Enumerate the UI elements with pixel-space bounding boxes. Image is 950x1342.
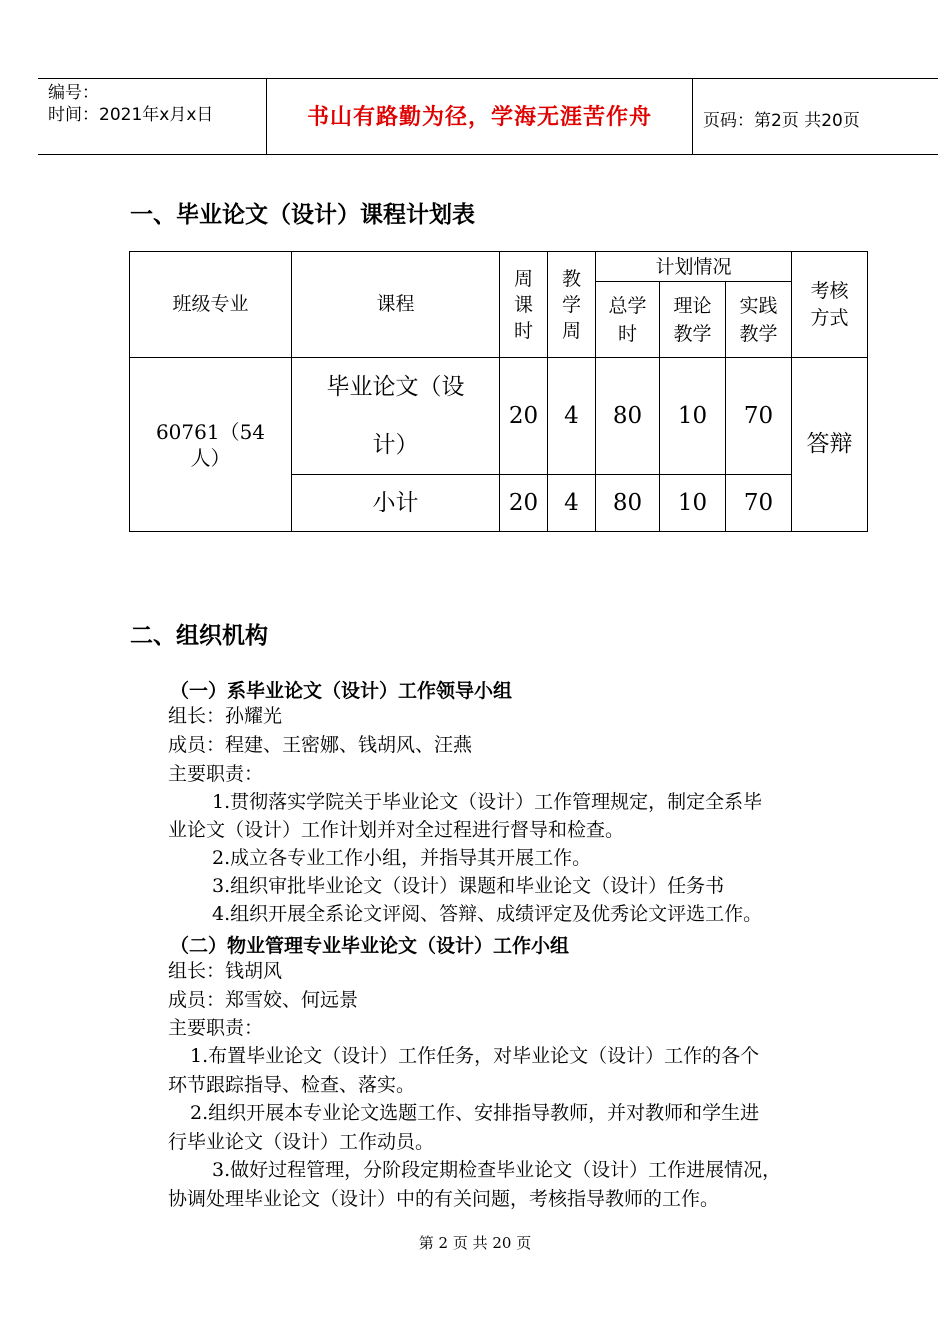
header-teaching-weeks: 教学周 xyxy=(548,252,596,358)
header-motto: 书山有路勤为径，学海无涯苦作舟 xyxy=(306,105,652,130)
total-hours-cell: 80 xyxy=(596,475,660,532)
course-plan-table xyxy=(129,251,868,532)
duty-item: 3.做好过程管理，分阶段定期检查毕业论文（设计）工作进展情况， xyxy=(212,1159,782,1181)
group-members: 成员：郑雪姣、何远景 xyxy=(168,989,359,1011)
header-theory: 理论教学 xyxy=(660,282,726,358)
doc-number-label: 编号： xyxy=(48,83,99,103)
section-title: 二、组织机构 xyxy=(130,623,268,649)
duty-item: 2.组织开展本专业论文选题工作、安排指导教师，并对教师和学生进 xyxy=(190,1102,760,1124)
header-total-hours: 总学时 xyxy=(596,282,660,358)
duty-item: 3.组织审批毕业论文（设计）课题和毕业论文（设计）任务书 xyxy=(212,875,725,897)
page-footer: 第 2 页 共 20 页 xyxy=(418,1234,532,1252)
practice-cell: 70 xyxy=(726,358,792,475)
group-leader: 组长：孙耀光 xyxy=(168,705,283,727)
header-plan: 计划情况 xyxy=(596,252,792,282)
header-practice: 实践教学 xyxy=(726,282,792,358)
duty-item: 2.成立各专业工作小组，并指导其开展工作。 xyxy=(212,847,592,869)
subsection-title: （二）物业管理专业毕业论文（设计）工作小组 xyxy=(170,935,570,957)
header-meta xyxy=(48,82,213,126)
class-major-cell: 60761（54人） xyxy=(130,358,292,532)
practice-cell: 70 xyxy=(726,475,792,532)
duty-item: 业论文（设计）工作计划并对全过程进行督导和检查。 xyxy=(168,819,625,841)
weekly-hours-cell: 20 xyxy=(500,358,548,475)
group-members: 成员：程建、王密娜、钱胡风、汪燕 xyxy=(168,734,473,756)
section-title: 一、毕业论文（设计）课程计划表 xyxy=(130,202,475,228)
subsection-title: （一）系毕业论文（设计）工作领导小组 xyxy=(170,680,513,702)
header-bottom-rule xyxy=(38,154,938,155)
header-course: 课程 xyxy=(292,252,500,358)
duty-item: 协调处理毕业论文（设计）中的有关问题，考核指导教师的工作。 xyxy=(168,1188,720,1210)
header-page-info: 页码：第2页 共20页 xyxy=(703,111,860,131)
header-assessment: 考核方式 xyxy=(792,252,868,358)
duty-item: 行毕业论文（设计）工作动员。 xyxy=(168,1131,435,1153)
duty-item: 环节跟踪指导、检查、落实。 xyxy=(168,1074,416,1096)
duties-label: 主要职责： xyxy=(168,1017,264,1039)
teaching-weeks-cell: 4 xyxy=(548,358,596,475)
total-hours-cell: 80 xyxy=(596,358,660,475)
table-row xyxy=(130,358,868,475)
header-top-rule xyxy=(38,78,938,79)
duties-label: 主要职责： xyxy=(168,763,264,785)
header-class-major: 班级专业 xyxy=(130,252,292,358)
group-leader: 组长：钱胡风 xyxy=(168,960,283,982)
duty-item: 4.组织开展全系论文评阅、答辩、成绩评定及优秀论文评选工作。 xyxy=(212,903,763,925)
weekly-hours-cell: 20 xyxy=(500,475,548,532)
header-divider xyxy=(692,78,693,155)
course-cell: 小计 xyxy=(292,475,500,532)
theory-cell: 10 xyxy=(660,475,726,532)
assessment-cell: 答辩 xyxy=(792,358,868,532)
course-cell: 毕业论文（设计） xyxy=(292,358,500,475)
teaching-weeks-cell: 4 xyxy=(548,475,596,532)
header-weekly-hours: 周课时 xyxy=(500,252,548,358)
doc-time-label: 时间：2021年x月x日 xyxy=(48,105,214,125)
duty-item: 1.贯彻落实学院关于毕业论文（设计）工作管理规定，制定全系毕 xyxy=(212,791,763,813)
duty-item: 1.布置毕业论文（设计）工作任务，对毕业论文（设计）工作的各个 xyxy=(190,1045,760,1067)
theory-cell: 10 xyxy=(660,358,726,475)
